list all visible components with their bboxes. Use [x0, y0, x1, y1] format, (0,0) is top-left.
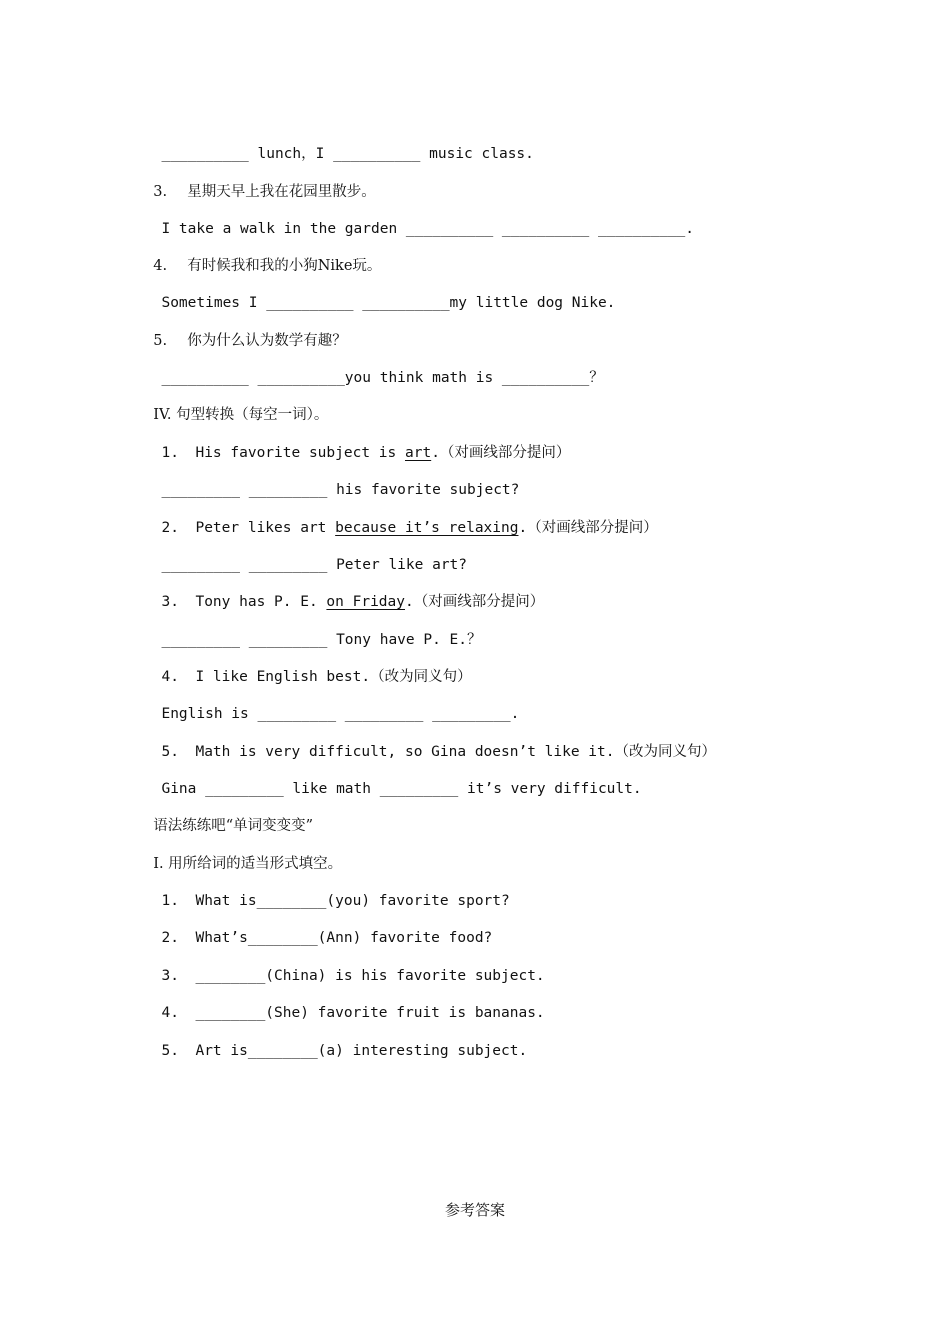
line-text: Gina _________ like math _________ it’s very difficult.: [161, 781, 642, 797]
prompt-text: Math is very difficult, so Gina doesn’t like it.（改为同义句）: [195, 744, 716, 760]
section-heading-text: IV. 句型转换（每空一词）。: [153, 407, 329, 423]
exercise-line: [144, 199, 694, 239]
prompt-text: I like English best.（改为同义句）: [195, 669, 472, 685]
prompt-text: Art is________(a) interesting subject.: [195, 1043, 528, 1059]
section-heading: [144, 796, 313, 836]
exercise-prompt: [144, 908, 492, 948]
prompt-text: What is________(you) favorite sport?: [195, 893, 510, 909]
item-number: 3.: [153, 184, 168, 200]
prompt-text: 星期天早上我在花园里散步。: [187, 184, 376, 200]
item-number: 4.: [161, 669, 179, 685]
prompt-text: Tony has P. E.: [195, 594, 327, 610]
prompt-text: ________(China) is his favorite subject.: [195, 968, 545, 984]
answer-key-heading: 参考答案: [444, 1201, 505, 1219]
line-text: I take a walk in the garden __________ __________ __________.: [161, 221, 694, 237]
line-text: __________ lunch，I __________ music class.: [161, 146, 534, 162]
line-text: __________ __________you think math is __________？: [161, 370, 604, 386]
exercise-prompt: [144, 946, 545, 986]
exercise-line: [144, 460, 519, 500]
item-number: 2.: [161, 520, 179, 536]
exercise-line: [144, 759, 642, 799]
underlined-part: art: [404, 445, 432, 461]
item-number: 2.: [161, 930, 179, 946]
exercise-prompt: [144, 722, 716, 762]
exercise-prompt: [144, 236, 381, 276]
exercise-line: [144, 348, 604, 388]
item-number: 5.: [161, 1043, 179, 1059]
prompt-text: Peter likes art: [195, 520, 336, 536]
item-number: 5.: [161, 744, 179, 760]
section-heading-text: I. 用所给词的适当形式填空。: [153, 856, 343, 872]
exercise-prompt: [144, 162, 376, 202]
item-number: 3.: [161, 594, 179, 610]
prompt-instruction: .（对画线部分提问）: [518, 520, 658, 536]
item-number: 1.: [161, 445, 179, 461]
exercise-prompt: [144, 498, 658, 538]
item-number: 3.: [161, 968, 179, 984]
exercise-prompt: [144, 647, 472, 687]
line-text: _________ _________ his favorite subject?: [161, 482, 520, 498]
prompt-text: ________(She) favorite fruit is bananas.: [195, 1005, 545, 1021]
exercise-prompt: [144, 871, 510, 911]
exercise-prompt: [144, 983, 545, 1023]
exercise-line: [144, 684, 519, 724]
exercise-line: [144, 124, 534, 164]
line-text: _________ _________ Tony have P. E.？: [161, 632, 482, 648]
exercise-line: [144, 535, 467, 575]
underlined-part: because it’s relaxing: [335, 520, 519, 536]
item-number: 5.: [153, 333, 168, 349]
prompt-text: 有时候我和我的小狗Nike玩。: [187, 258, 382, 274]
item-number: 1.: [161, 893, 179, 909]
exercise-prompt: [144, 572, 544, 612]
prompt-text: His favorite subject is: [195, 445, 405, 461]
line-text: English is _________ _________ _________.: [161, 706, 520, 722]
underlined-part: on Friday: [326, 594, 405, 610]
section-heading: [144, 385, 328, 425]
exercise-prompt: [144, 423, 570, 463]
section-heading: [144, 834, 342, 874]
line-text: Sometimes I __________ __________my little dog Nike.: [161, 295, 616, 311]
prompt-instruction: .（对画线部分提问）: [431, 445, 571, 461]
exercise-prompt: [144, 1021, 527, 1061]
exercise-line: [144, 610, 482, 650]
exercise-prompt: [144, 311, 347, 351]
section-heading-text: 语法练练吧“单词变变变”: [153, 818, 314, 834]
item-number: 4.: [161, 1005, 179, 1021]
prompt-instruction: .（对画线部分提问）: [405, 594, 545, 610]
prompt-text: 你为什么认为数学有趣？: [187, 333, 347, 349]
item-number: 4.: [153, 258, 168, 274]
prompt-text: What’s________(Ann) favorite food?: [195, 930, 493, 946]
line-text: _________ _________ Peter like art?: [161, 557, 468, 573]
exercise-line: [144, 273, 615, 313]
